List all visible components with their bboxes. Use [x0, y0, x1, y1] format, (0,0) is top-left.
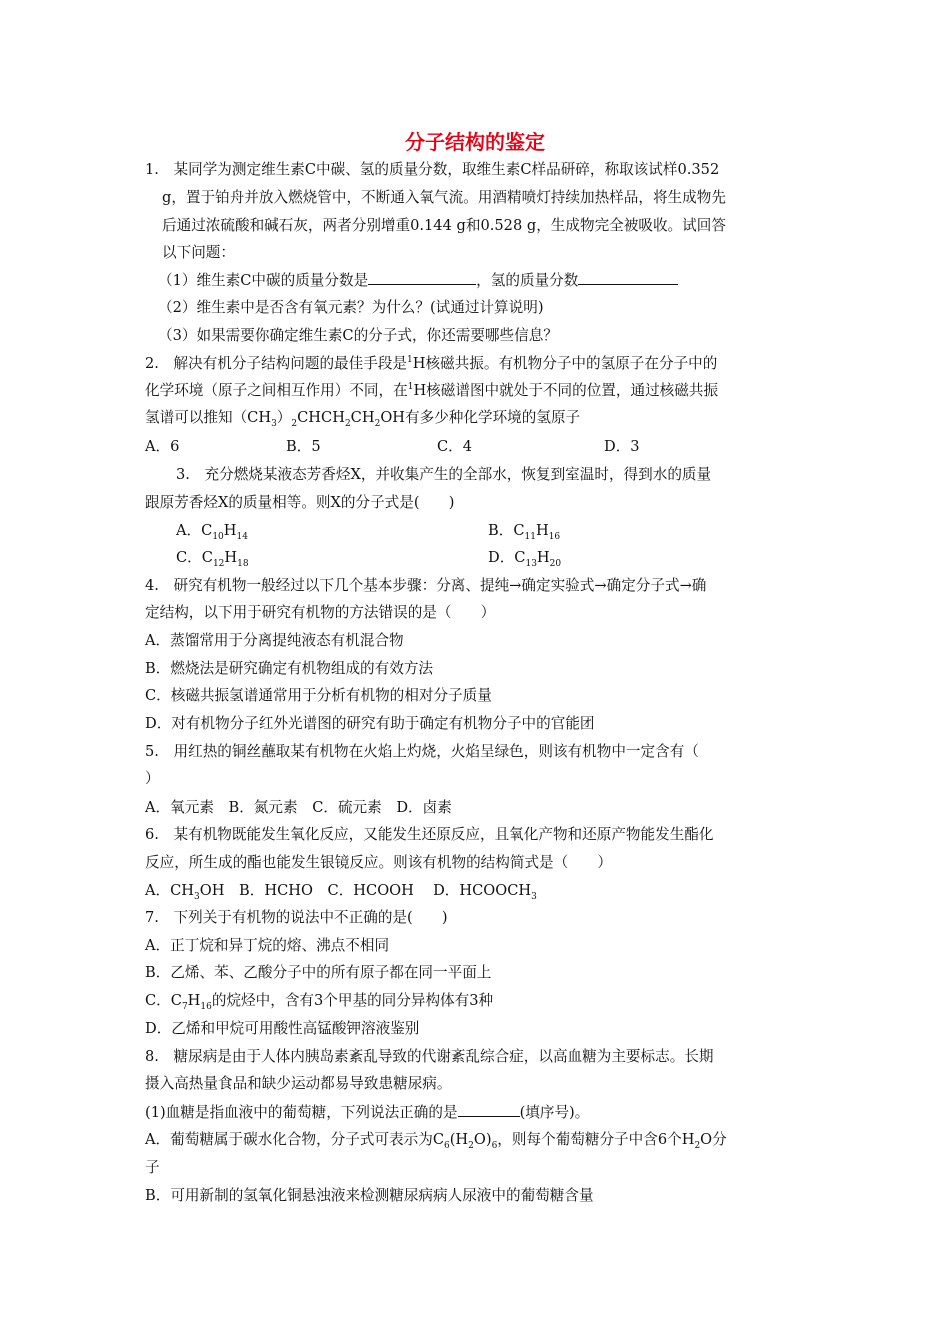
subscript: 2: [694, 1140, 701, 1151]
q7-option-b: B．乙烯、苯、乙酸分子中的所有原子都在同一平面上: [145, 964, 492, 981]
subscript: 2: [291, 418, 298, 429]
q7-option-c: [145, 991, 493, 1011]
subscript: 16: [200, 1001, 212, 1012]
q7-option-d: D．乙烯和甲烷可用酸性高锰酸钾溶液鉴别: [145, 1020, 420, 1037]
option-text: B．C: [488, 522, 525, 539]
q4-option-d: D．对有机物分子红外光谱图的研究有助于确定有机物分子中的官能团: [145, 715, 595, 732]
q1-sub-1: [158, 270, 678, 291]
subscript: 18: [237, 558, 249, 569]
q2-text: CH: [350, 409, 375, 426]
subscript: 3: [531, 891, 537, 902]
option-text: 的烷烃中，含有3个甲基的同分异构体有3种: [211, 992, 494, 1009]
option-text: A．CH: [145, 882, 195, 899]
q1-sub-2: （2）维生素中是否含有氧元素？为什么？(试通过计算说明): [158, 299, 544, 316]
q6-options: [145, 881, 537, 901]
q4-option-b: B．燃烧法是研究确定有机物组成的有效方法: [145, 660, 434, 677]
q1-sub-1-text-a: （1）维生素C中碳的质量分数是: [158, 272, 369, 289]
subscript: 6: [491, 1140, 498, 1151]
option-text: H: [223, 522, 237, 539]
q8-sub-1: [145, 1102, 589, 1123]
q2-option-d: D．3: [604, 438, 640, 455]
q3-option-b: [488, 521, 560, 541]
q5-line-1: 5. 用红热的铜丝蘸取某有机物在火焰上灼烧，火焰呈绿色，则该有机物中一定含有（: [145, 743, 699, 760]
option-text: H: [535, 522, 549, 539]
q6-line-1: 6. 某有机物既能发生氧化反应，又能发生还原反应，且氧化产物和还原产物能发生酯化: [145, 826, 714, 843]
q6-line-2: 反应，所生成的酯也能发生银镜反应。则该有机物的结构简式是（ ）: [145, 854, 613, 871]
option-text: A．葡萄糖属于碳水化合物，分子式可表示为C: [145, 1131, 444, 1148]
subscript: 14: [236, 531, 248, 542]
q2-text: 化学环境（原子之间相互作用）不同，在: [145, 382, 408, 399]
q2-text: H核磁谱图中就处于不同的位置，通过核磁共振: [413, 382, 719, 399]
q7-line-1: 7. 下列关于有机物的说法中不正确的是( ): [145, 909, 448, 926]
q8-option-b: B．可用新制的氢氧化铜悬浊液来检测糖尿病病人尿液中的葡萄糖含量: [145, 1187, 594, 1204]
subscript: 11: [524, 531, 536, 542]
subscript: 16: [548, 531, 561, 542]
q2-text: CHCH: [297, 409, 345, 426]
q2-text: H核磁共振。有机物分子中的氢原子在分子中的: [412, 355, 718, 372]
q7-option-a: A．正丁烷和异丁烷的熔、沸点不相同: [145, 937, 390, 954]
subscript: 20: [549, 558, 562, 569]
q3-option-a: [176, 521, 248, 541]
subscript: 7: [181, 1001, 188, 1012]
q4-line-1: 4. 研究有机物一般经过以下几个基本步骤：分离、提纯→确定实验式→确定分子式→确: [145, 577, 707, 594]
q8-option-a: [145, 1130, 727, 1150]
q4-option-c: C．核磁共振氢谱通常用于分析有机物的相对分子质量: [145, 687, 492, 704]
option-text: C．C: [145, 992, 182, 1009]
q3-line-2: 跟原芳香烃X的质量相等。则X的分子式是( ): [145, 494, 455, 511]
superscript: 1: [407, 355, 413, 366]
option-text: C．C: [176, 549, 213, 566]
q2-text: 氢谱可以推知（CH: [145, 409, 272, 426]
subscript: 2: [468, 1140, 474, 1151]
q8-line-2: 摄入高热量食品和缺少运动都易导致患糖尿病。: [145, 1075, 452, 1092]
answer-blank[interactable]: [368, 270, 476, 285]
q2-text: OH有多少种化学环境的氢原子: [380, 409, 581, 426]
option-text: ，则每个葡萄糖分子中含6个H: [497, 1131, 695, 1148]
superscript: 1: [407, 382, 414, 393]
option-text: O分: [700, 1131, 727, 1148]
q1-line-3: 后通过浓硫酸和碱石灰，两者分别增重0.144 g和0.528 g，生成物完全被吸收。试回答: [162, 217, 726, 234]
q4-option-a: A．蒸馏常用于分离提纯液态有机混合物: [145, 632, 404, 649]
q2-option-b: B．5: [286, 438, 321, 455]
q1-sub-3: （3）如果需要你确定维生素C的分子式，你还需要哪些信息？: [158, 327, 558, 344]
option-text: OH B．HCHO C．HCOOH D．HCOOCH: [199, 882, 532, 899]
subscript: 10: [212, 531, 224, 542]
q3-line-1: 3. 充分燃烧某液态芳香烃X，并收集产生的全部水，恢复到室温时，得到水的质量: [176, 466, 712, 483]
option-text: O): [473, 1131, 492, 1148]
q3-option-c: [176, 548, 249, 568]
option-text: H: [536, 549, 550, 566]
subscript: 2: [374, 418, 381, 429]
subscript: 2: [344, 418, 351, 429]
q5-options: A．氧元素 B．氮元素 C．硫元素 D．卤素: [145, 799, 452, 816]
q8-option-a-line-2: 子: [145, 1159, 160, 1176]
q2-text: ）: [276, 409, 292, 426]
subscript: 3: [271, 418, 277, 429]
subscript: 13: [525, 558, 537, 569]
page-title: 分子结构的鉴定: [405, 130, 545, 154]
q2-line-3: [145, 408, 580, 428]
option-text: (H: [449, 1131, 469, 1148]
q1-sub-1-text-b: ，氢的质量分数: [476, 272, 579, 289]
q1-line-4: 以下问题：: [162, 244, 235, 261]
option-text: H: [224, 549, 238, 566]
q1-line-2: g，置于铂舟并放入燃烧管中，不断通入氧气流。用酒精喷灯持续加热样品，将生成物先: [162, 189, 726, 206]
q3-option-d: [488, 548, 561, 568]
q8-sub-1-text-a: (1)血糖是指血液中的葡萄糖，下列说法正确的是: [145, 1104, 458, 1121]
answer-blank[interactable]: [458, 1102, 520, 1117]
q8-line-1: 8. 糖尿病是由于人体内胰岛素紊乱导致的代谢紊乱综合症，以高血糖为主要标志。长期: [145, 1048, 714, 1065]
option-text: H: [187, 992, 201, 1009]
q2-text: 2. 解决有机分子结构问题的最佳手段是: [145, 355, 408, 372]
q1-line-1: 1. 某同学为测定维生素C中碳、氢的质量分数，取维生素C样品研碎，称取该试样0.352: [145, 161, 720, 178]
option-text: A．C: [176, 522, 213, 539]
q4-line-2: 定结构，以下用于研究有机物的方法错误的是（ ）: [145, 604, 496, 621]
option-text: D．C: [488, 549, 526, 566]
q5-line-2: ）: [145, 770, 160, 787]
answer-blank[interactable]: [578, 270, 678, 285]
q2-option-a: A．6: [145, 438, 180, 455]
subscript: 6: [444, 1140, 450, 1151]
q2-line-2: [145, 381, 718, 401]
q2-option-c: C．4: [437, 438, 473, 455]
subscript: 3: [194, 891, 200, 902]
subscript: 12: [212, 558, 225, 569]
q2-line-1: [145, 354, 717, 374]
q8-sub-1-text-b: (填序号)。: [519, 1104, 590, 1121]
